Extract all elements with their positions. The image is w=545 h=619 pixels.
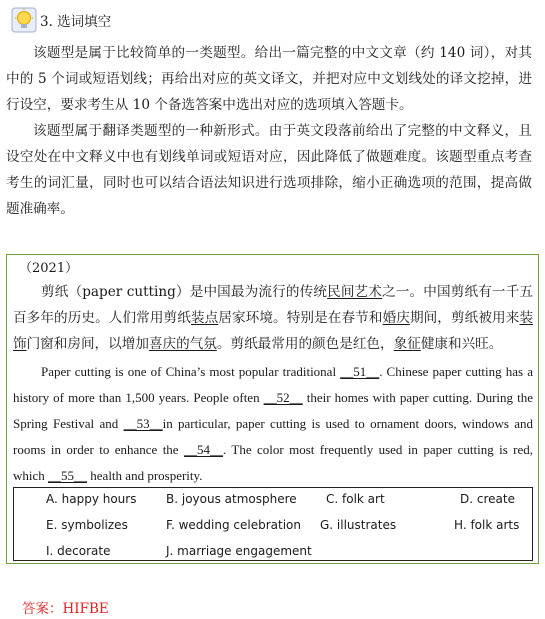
answer-text: 答案：HIFBE: [22, 601, 109, 617]
cn-segment-text: 健康和兴旺。: [420, 336, 503, 352]
option-j: J. marriage engagement: [166, 544, 312, 558]
section-title: 3. 选词填空: [40, 14, 112, 30]
option-f: F. wedding celebration: [166, 518, 301, 532]
option-d: D. create: [460, 492, 515, 506]
cn-segment-underlined: 喜庆的气氛: [148, 336, 217, 352]
cn-segment-text: 之一。中国剪纸有一千五百多年的历史。人们常用剪纸: [13, 284, 533, 326]
en-segment-text: . The color most frequently used in paper cutting is red, which: [13, 442, 533, 483]
en-segment-underlined: __52__: [263, 390, 303, 405]
en-segment-underlined: __54__: [183, 442, 223, 457]
en-segment-underlined: __53__: [123, 416, 163, 431]
cn-segment-underlined: 装饰: [13, 310, 534, 352]
cn-segment-text: 剪纸（paper cutting）是中国最为流行的传统: [41, 284, 328, 300]
cn-segment-underlined: 婚庆: [382, 310, 410, 326]
option-g: G. illustrates: [320, 518, 397, 532]
option-a: A. happy hours: [46, 492, 137, 506]
option-h: H. folk arts: [454, 518, 520, 532]
section-heading: [10, 6, 111, 34]
options-table: [13, 487, 533, 561]
english-passage: [13, 359, 533, 489]
cn-segment-text: 居家环境。特别是在春节和: [218, 310, 383, 326]
en-segment-underlined: __55__: [48, 468, 88, 483]
chinese-passage: [13, 279, 533, 357]
en-segment-text: their homes with paper cutting. During the Spring Festival and: [13, 390, 533, 431]
option-e: E. symbolizes: [46, 518, 128, 532]
example-box: [6, 254, 539, 564]
intro-paragraph-2: 该题型属于翻译类题型的一种新形式。由于英文段落前给出了完整的中文释义，且设空处在中文释义中也有划线单词或短语对应，因此降低了做题难度。该题型重点考查考生的词汇量，同时也可以结合语法知识进行选项排除，缩小正确选项的范围，提高做题准确率。: [6, 123, 532, 217]
en-segment-text: . Chinese paper cutting has a history of more than 1,500 years. People often: [13, 364, 533, 405]
option-c: C. folk art: [326, 492, 385, 506]
en-segment-underlined: __51__: [340, 364, 380, 379]
en-segment-text: Paper cutting is one of China’s most popular traditional: [41, 364, 341, 379]
en-segment-text: health and prosperity.: [87, 468, 203, 483]
cn-segment-underlined: 民间艺术: [327, 284, 383, 300]
exam-year: （2021）: [19, 261, 79, 276]
cn-segment-text: 。剪纸最常用的颜色是红色，: [216, 336, 394, 352]
cn-segment-underlined: 装点: [190, 310, 219, 326]
en-segment-text: in particular, paper cutting is used to ornament doors, windows and rooms in order to enhance the: [13, 416, 533, 457]
option-b: B. joyous atmosphere: [166, 492, 297, 506]
option-i: I. decorate: [46, 544, 111, 558]
cn-segment-text: 期间，剪纸被用来: [409, 310, 520, 326]
cn-segment-underlined: 象征: [393, 336, 421, 352]
intro-paragraph-1: 该题型是属于比较简单的一类题型。给出一篇完整的中文文章（约 140 词），对其中的 5 个词或短语划线；再给出对应的英文译文，并把对应中文划线处的译文挖掉，进行设空，要求考生从 10 个备选答案中选出对应的选项填入答题卡。: [6, 45, 532, 113]
cn-segment-text: 门窗和房间，以增加: [26, 336, 149, 352]
lightbulb-icon: [10, 6, 38, 34]
